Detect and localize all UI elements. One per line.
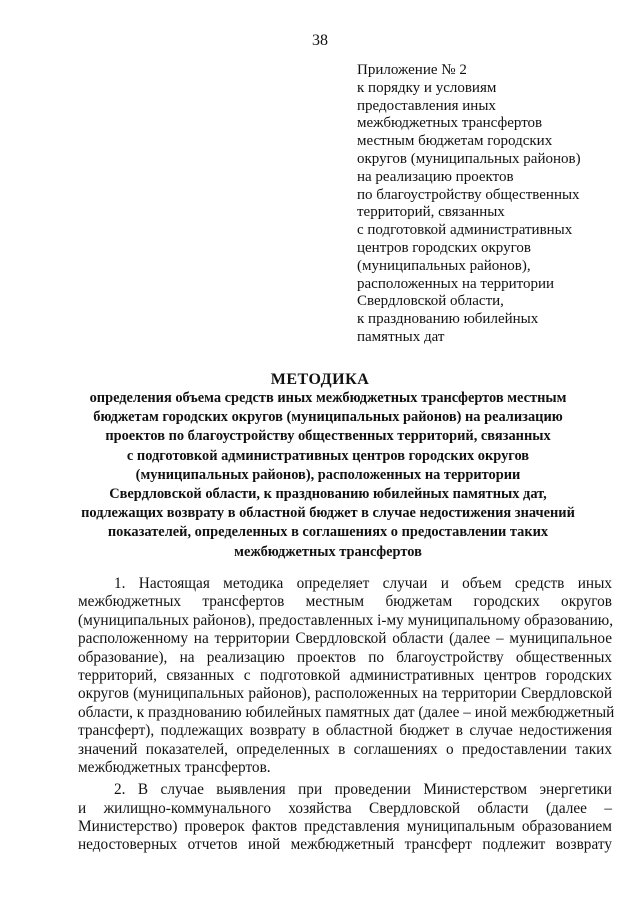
subtitle-line: Свердловской области, к празднованию юбилейных памятных дат, [109, 486, 547, 503]
appendix-line: к празднованию юбилейных [357, 311, 539, 328]
appendix-line: предоставления иных [357, 97, 496, 114]
paragraph-line: межбюджетных трансфертов местным бюджетам городских округов [78, 593, 612, 611]
paragraph-line: образование), на реализацию проектов по благоустройству общественных [78, 648, 612, 666]
paragraph-line: расположенному на территории Свердловской области (далее – муниципальное [78, 630, 612, 648]
paragraph-line: межбюджетных трансфертов. [78, 758, 271, 776]
appendix-block [357, 62, 627, 347]
appendix-line: Свердловской области, [357, 293, 504, 310]
paragraph-line: и жилищно-коммунального хозяйства Свердловской области (далее – [78, 799, 612, 817]
paragraph-line: значений показателей, определенных в соглашениях о предоставлении таких [78, 740, 612, 758]
paragraph-line: Министерство) проверок фактов представления муниципальным образованием [78, 818, 612, 836]
document-body [78, 575, 615, 855]
document-title: МЕТОДИКА [270, 371, 370, 388]
paragraph-line: округов (муниципальных районов), расположенных на территории Свердловской [78, 685, 612, 703]
paragraph-line: трансферт), подлежащих возврату в областной бюджет в случае недостижения [78, 722, 612, 740]
appendix-line: (муниципальных районов), [357, 257, 531, 274]
subtitle-line: определения объема средств иных межбюджетных трансфертов местным [89, 390, 567, 406]
appendix-line: расположенных на территории [357, 275, 555, 292]
appendix-line: местным бюджетам городских [357, 133, 553, 150]
appendix-line: по благоустройству общественных [357, 186, 580, 203]
subtitle-line: (муниципальных районов), расположенных на территории [135, 466, 521, 483]
subtitle-line: межбюджетных трансфертов [234, 543, 422, 560]
appendix-line: округов (муниципальных районов) [357, 150, 581, 167]
appendix-line: на реализацию проектов [357, 168, 514, 185]
subtitle-line: проектов по благоустройству общественных территорий, связанных [105, 428, 551, 445]
paragraph-line: области, к празднованию юбилейных памятных дат (далее – иной межбюджетный [78, 703, 615, 721]
paragraph-1 [78, 575, 615, 777]
appendix-line: Приложение № 2 [357, 62, 467, 78]
subtitle-line: подлежащих возврату в областной бюджет в случае недостижения значений [81, 505, 575, 522]
subtitle-line: с подготовкой административных центров городских округов [126, 447, 530, 464]
appendix-line: памятных дат [357, 328, 445, 345]
subtitle-line: показателей, определенных в соглашениях о предоставлении таких [107, 524, 549, 541]
page-number: 38 [312, 32, 328, 49]
paragraph-line: (муниципальных районов), предоставленных i-му муниципальному образованию, [78, 611, 614, 629]
paragraph-line: 1. Настоящая методика определяет случаи и объем средств иных [114, 575, 612, 592]
appendix-line: центров городских округов [357, 239, 531, 256]
paragraph-line: недостоверных отчетов иной межбюджетный трансферт подлежит возврату [78, 836, 612, 854]
appendix-line: к порядку и условиям [357, 79, 497, 96]
paragraph-line: территорий, связанных с подготовкой административных центров городских [78, 666, 612, 684]
document-subtitle [78, 389, 578, 562]
appendix-line: межбюджетных трансфертов [357, 115, 543, 132]
appendix-line: с подготовкой административных [357, 222, 573, 239]
paragraph-line: 2. В случае выявления при проведении Министерством энергетики [114, 781, 612, 799]
paragraph-2 [78, 781, 612, 855]
appendix-line: территорий, связанных [357, 204, 505, 221]
subtitle-line: бюджетам городских округов (муниципальных районов) на реализацию [93, 409, 563, 426]
